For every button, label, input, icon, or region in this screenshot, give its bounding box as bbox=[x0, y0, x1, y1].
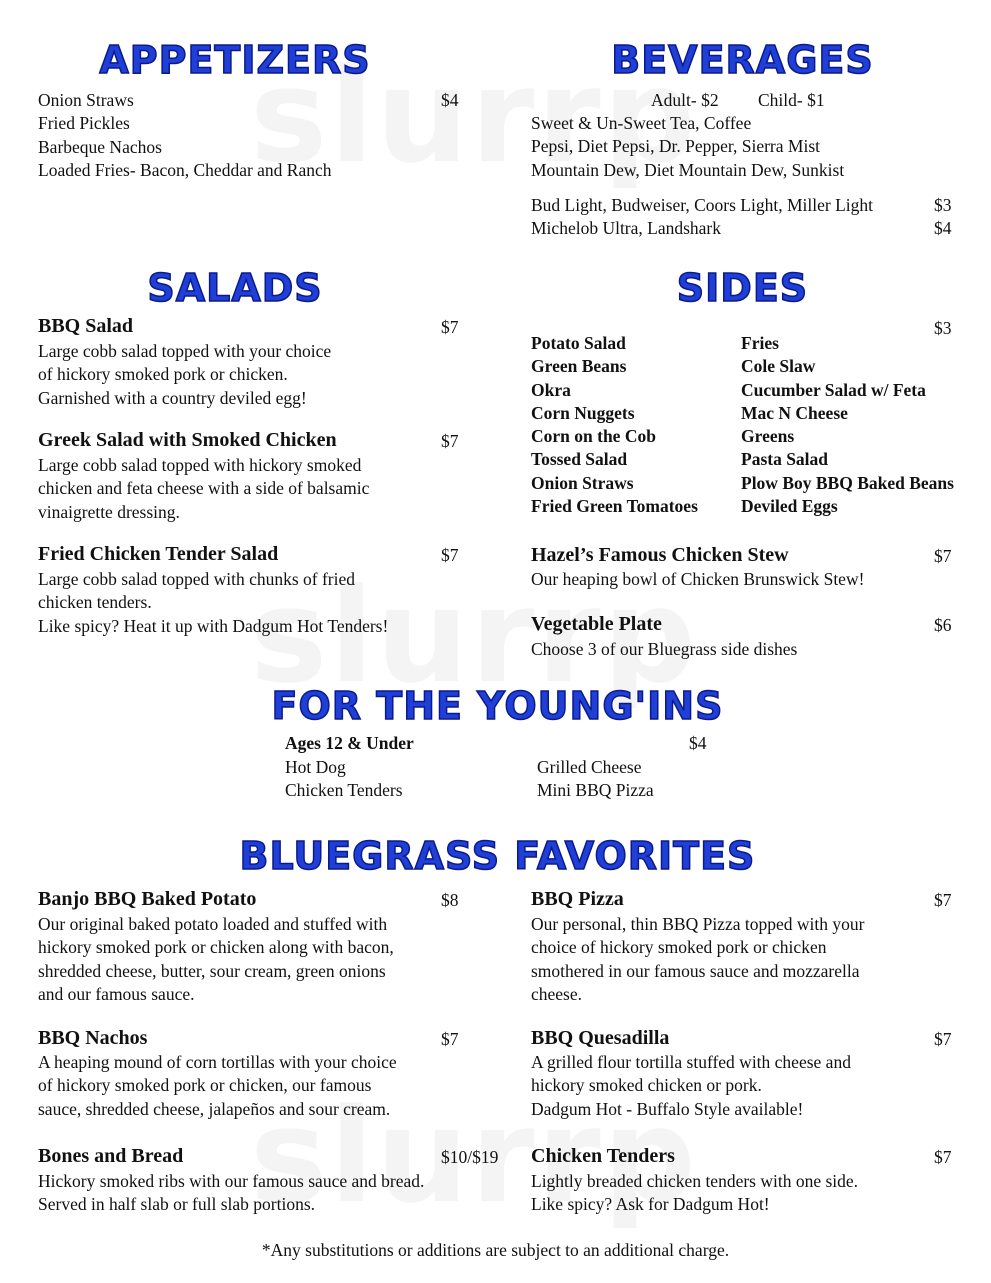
menu-item-desc: Choose 3 of our Bluegrass side dishes bbox=[531, 639, 798, 659]
list-item: Hot Dog bbox=[285, 757, 346, 777]
list-item: Mini BBQ Pizza bbox=[537, 780, 654, 801]
menu-item-name: Fried Chicken Tender Salad bbox=[38, 543, 279, 565]
menu-item-desc: A grilled flour tortilla stuffed with cheese and hickory smoked chicken or pork. Dadgum Hot - Buffalo Style available! bbox=[531, 1052, 851, 1119]
kids-list-left bbox=[285, 756, 403, 803]
list-item: Pepsi, Diet Pepsi, Dr. Pepper, Sierra Mist bbox=[531, 136, 820, 157]
list-item: Potato Salad bbox=[531, 333, 626, 353]
menu-item-name: Chicken Tenders bbox=[531, 1145, 675, 1167]
appetizers-heading: APPETIZERS bbox=[99, 38, 371, 82]
sides-list-right bbox=[741, 332, 954, 518]
kids-price: $4 bbox=[689, 733, 707, 753]
list-item: Mountain Dew, Diet Mountain Dew, Sunkist bbox=[531, 159, 845, 180]
list-item: Onion Straws bbox=[531, 472, 634, 493]
menu-item-name: BBQ Pizza bbox=[531, 888, 624, 910]
menu-item-desc: A heaping mound of corn tortillas with your choice of hickory smoked pork or chicken, our famous sauce, shredded cheese, jalapeños and sour cream. bbox=[38, 1052, 397, 1119]
menu-item-name: Bones and Bread bbox=[38, 1145, 184, 1167]
list-item: Fries bbox=[741, 333, 779, 353]
menu-item-name: Greek Salad with Smoked Chicken bbox=[38, 429, 337, 451]
list-item: Corn on the Cob bbox=[531, 426, 656, 447]
sides-list-left bbox=[531, 332, 698, 518]
beer-name: Bud Light, Budweiser, Coors Light, Miller Light bbox=[531, 195, 873, 215]
sides-heading: SIDES bbox=[676, 266, 809, 310]
menu-item-name: BBQ Nachos bbox=[38, 1027, 148, 1049]
list-item: Sweet & Un-Sweet Tea, Coffee bbox=[531, 113, 752, 133]
menu-item-desc: Lightly breaded chicken tenders with one side. Like spicy? Ask for Dadgum Hot! bbox=[531, 1171, 859, 1215]
menu-item-name: Banjo BBQ Baked Potato bbox=[38, 888, 257, 910]
list-item: Barbeque Nachos bbox=[38, 136, 162, 157]
menu-item-price: $8 bbox=[441, 890, 459, 910]
list-item: Cole Slaw bbox=[741, 356, 816, 377]
menu-item-price: $7 bbox=[441, 317, 459, 337]
beer-name: Michelob Ultra, Landshark bbox=[531, 218, 722, 238]
salads-heading: SALADS bbox=[147, 266, 323, 310]
appetizers-list bbox=[38, 89, 332, 182]
list-item: Mac N Cheese bbox=[741, 402, 848, 423]
menu-item-name: BBQ Salad bbox=[38, 315, 134, 337]
menu-item-desc: Large cobb salad topped with chunks of fried chicken tenders. Like spicy? Heat it up with Dadgum Hot Tenders! bbox=[38, 569, 389, 636]
menu-item-price: $7 bbox=[934, 1029, 952, 1049]
list-item: Chicken Tenders bbox=[285, 780, 403, 801]
list-item: Corn Nuggets bbox=[531, 402, 635, 423]
menu-item-price: $7 bbox=[934, 890, 952, 910]
footer-note: *Any substitutions or additions are subject to an additional charge. bbox=[261, 1240, 730, 1260]
appetizers-price: $4 bbox=[441, 90, 459, 110]
list-item: Cucumber Salad w/ Feta bbox=[741, 379, 926, 400]
list-item: Grilled Cheese bbox=[537, 757, 642, 777]
beverages-heading: BEVERAGES bbox=[611, 38, 874, 82]
list-item: Onion Straws bbox=[38, 90, 134, 110]
list-item: Plow Boy BBQ Baked Beans bbox=[741, 472, 954, 493]
menu-item-price: $7 bbox=[441, 545, 459, 565]
list-item: Deviled Eggs bbox=[741, 496, 838, 517]
sides-price: $3 bbox=[934, 318, 952, 338]
menu-item-price: $7 bbox=[441, 431, 459, 451]
list-item: Greens bbox=[741, 426, 795, 447]
menu-item-price: $7 bbox=[934, 546, 952, 566]
menu-item-desc: Our heaping bowl of Chicken Brunswick Stew! bbox=[531, 569, 865, 589]
list-item: Pasta Salad bbox=[741, 449, 829, 470]
beverages-adult-price: Adult- $2 bbox=[651, 90, 719, 110]
kids-heading: FOR THE YOUNG'INS bbox=[271, 684, 724, 728]
beer-price: $4 bbox=[934, 218, 952, 238]
beverages-child-price: Child- $1 bbox=[758, 90, 825, 110]
menu-item-desc: Our original baked potato loaded and stuffed with hickory smoked pork or chicken along with bacon, shredded cheese, butter, sour cream, green onions and our famous sauce. bbox=[38, 914, 394, 1004]
kids-list-right bbox=[537, 756, 654, 803]
menu-item-name: BBQ Quesadilla bbox=[531, 1027, 670, 1049]
kids-ages: Ages 12 & Under bbox=[285, 733, 414, 753]
menu-item-desc: Our personal, thin BBQ Pizza topped with your choice of hickory smoked pork or chicken smothered in our famous sauce and mozzarella cheese. bbox=[531, 914, 865, 1004]
beer-price: $3 bbox=[934, 195, 952, 215]
list-item: Green Beans bbox=[531, 356, 627, 377]
menu-item-name: Vegetable Plate bbox=[531, 613, 662, 635]
menu-item-desc: Large cobb salad topped with your choice of hickory smoked pork or chicken. Garnished with a country deviled egg! bbox=[38, 341, 332, 408]
favorites-heading: BLUEGRASS FAVORITES bbox=[239, 834, 756, 878]
list-item: Fried Pickles bbox=[38, 113, 130, 134]
list-item: Tossed Salad bbox=[531, 449, 628, 470]
menu-item-price: $7 bbox=[934, 1147, 952, 1167]
menu-item-price: $7 bbox=[441, 1029, 459, 1049]
menu-item-price: $6 bbox=[934, 615, 952, 635]
menu-item-desc: Hickory smoked ribs with our famous sauce and bread. Served in half slab or full slab portions. bbox=[38, 1171, 425, 1215]
menu-item-name: Hazel’s Famous Chicken Stew bbox=[531, 544, 789, 566]
list-item: Okra bbox=[531, 379, 571, 400]
soft-drinks-list bbox=[531, 112, 844, 182]
menu-item-price: $10/$19 bbox=[441, 1147, 499, 1167]
menu-item-desc: Large cobb salad topped with hickory smoked chicken and feta cheese with a side of balsamic vinaigrette dressing. bbox=[38, 455, 370, 522]
list-item: Loaded Fries- Bacon, Cheddar and Ranch bbox=[38, 159, 332, 180]
list-item: Fried Green Tomatoes bbox=[531, 496, 698, 517]
